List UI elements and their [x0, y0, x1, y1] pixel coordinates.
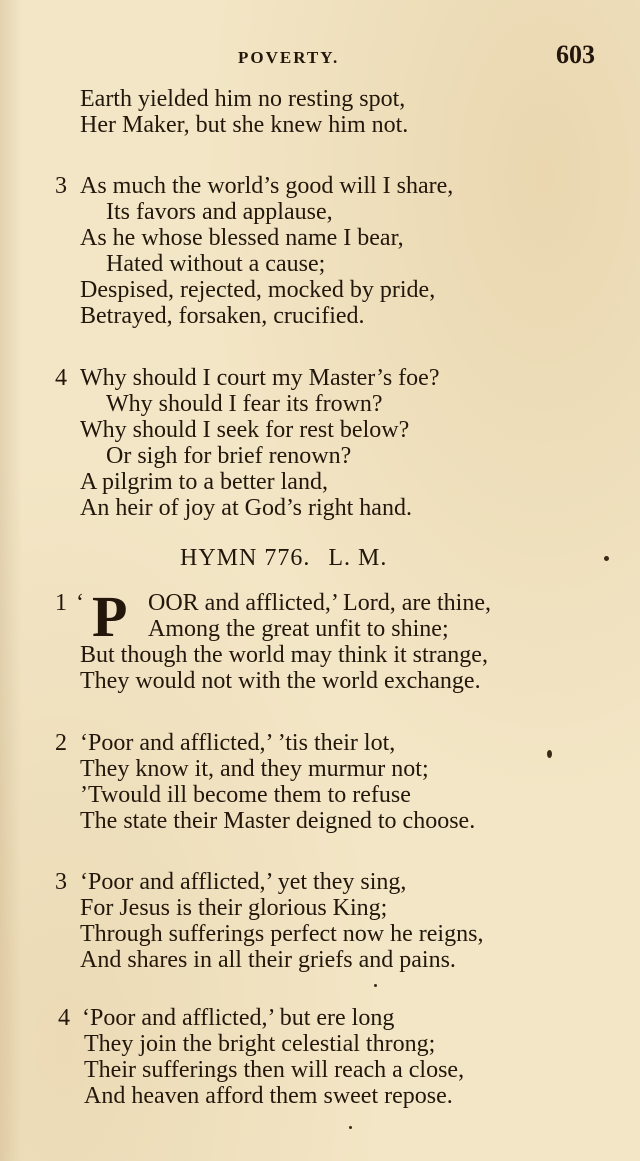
verse-line: Her Maker, but she knew him not. — [80, 112, 409, 138]
verse-line: A pilgrim to a better land, — [80, 469, 328, 495]
verse-line: Why should I seek for rest below? — [80, 417, 410, 443]
stanza-number: 3 — [55, 869, 67, 895]
stanza-number: 4 — [55, 365, 67, 391]
hymn-number: HYMN 776. — [180, 545, 311, 571]
verse-line: Or sigh for brief renown? — [106, 443, 352, 469]
verse-line: Among the great unfit to shine; — [148, 616, 449, 642]
stanza-number: 1 — [55, 590, 67, 616]
verse-line: Hated without a cause; — [106, 251, 326, 277]
hymn-title — [180, 545, 405, 572]
verse-line: Why should I fear its frown? — [106, 391, 383, 417]
drop-cap: P — [92, 584, 128, 649]
verse-line: They know it, and they murmur not; — [80, 756, 429, 782]
hymn-meter: L. M. — [328, 545, 388, 571]
verse-line: They would not with the world exchange. — [80, 668, 481, 694]
page-header — [0, 40, 640, 80]
verse-line: They join the bright celestial throng; — [84, 1031, 436, 1057]
verse-line: The state their Master deigned to choose. — [80, 808, 476, 834]
verse-line: And shares in all their griefs and pains. — [80, 947, 456, 973]
ink-speck — [374, 984, 377, 987]
ink-speck — [547, 750, 552, 758]
ink-speck — [604, 556, 609, 561]
verse-line: ‘Poor and afflicted,’ ’tis their lot, — [80, 730, 396, 756]
verse-line: But though the world may think it strange, — [80, 642, 488, 668]
verse-line: OOR and afflicted,’ Lord, are thine, — [148, 590, 491, 616]
verse-line: Their sufferings then will reach a close, — [84, 1057, 465, 1083]
verse-line: Despised, rejected, mocked by pride, — [80, 277, 436, 303]
verse-line: Why should I court my Master’s foe? — [80, 365, 440, 391]
stanza-number: 2 — [55, 730, 67, 756]
verse-line: ‘Poor and afflicted,’ yet they sing, — [80, 869, 407, 895]
verse-line: As he whose blessed name I bear, — [80, 225, 404, 251]
stanza-number: 4 — [58, 1005, 70, 1031]
verse-line: As much the world’s good will I share, — [80, 173, 454, 199]
running-head: POVERTY. — [238, 48, 340, 67]
verse-line: An heir of joy at God’s right hand. — [80, 495, 412, 521]
ink-speck — [349, 1126, 352, 1129]
open-quote: ‘ — [76, 590, 84, 616]
verse-line: And heaven afford them sweet repose. — [84, 1083, 453, 1109]
page-number: 603 — [556, 40, 595, 69]
verse-line: Through sufferings perfect now he reigns, — [80, 921, 484, 947]
stanza-number: 3 — [55, 173, 67, 199]
verse-line: For Jesus is their glorious King; — [80, 895, 388, 921]
verse-line: Earth yielded him no resting spot, — [80, 86, 406, 112]
verse-line: ’Twould ill become them to refuse — [80, 782, 411, 808]
verse-line: ‘Poor and afflicted,’ but ere long — [82, 1005, 395, 1031]
verse-line: Its favors and applause, — [106, 199, 333, 225]
verse-line: Betrayed, forsaken, crucified. — [80, 303, 365, 329]
